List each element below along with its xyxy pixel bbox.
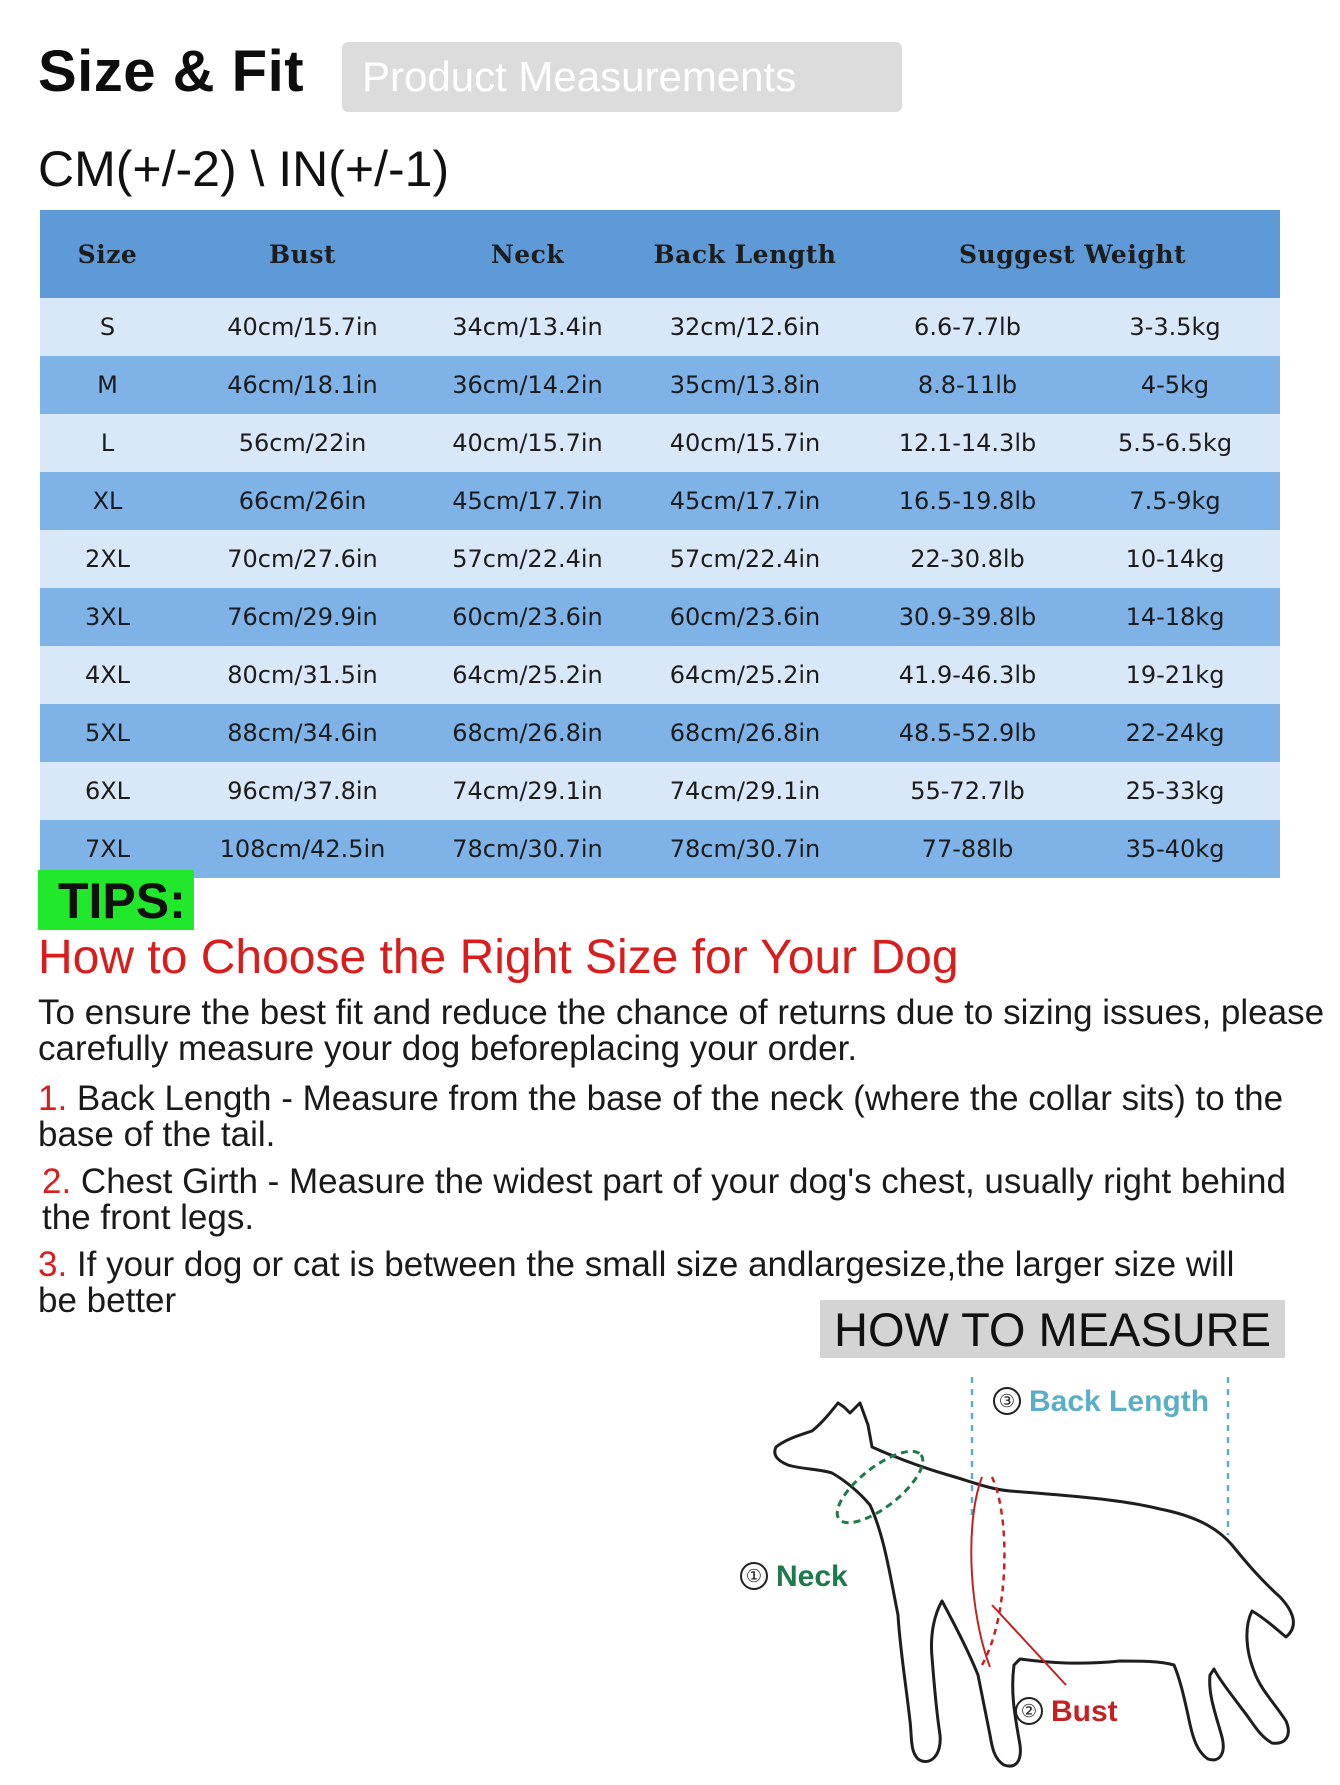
table-row (40, 414, 1280, 472)
back-length-label (993, 1385, 1209, 1419)
table-cell: 35cm/13.8in (625, 356, 865, 414)
table-cell: 22-30.8lb (865, 530, 1070, 588)
table-cell: 77-88lb (865, 820, 1070, 878)
column-header-size: Size (40, 210, 175, 298)
table-cell: S (40, 298, 175, 356)
neck-label (740, 1560, 848, 1594)
table-cell: 45cm/17.7in (430, 472, 625, 530)
how-to-measure-title: HOW TO MEASURE (820, 1300, 1285, 1358)
tip-text: Chest Girth - Measure the widest part of your dog's chest, usually right behind the front legs. (42, 1162, 1286, 1237)
units-note: CM(+/-2) \ IN(+/-1) (38, 141, 450, 197)
table-row (40, 762, 1280, 820)
table-cell: 34cm/13.4in (430, 298, 625, 356)
table-cell: 88cm/34.6in (175, 704, 430, 762)
table-header-row (40, 210, 1280, 298)
table-cell: 19-21kg (1070, 646, 1280, 704)
table-cell: 6.6-7.7lb (865, 298, 1070, 356)
table-cell: 4-5kg (1070, 356, 1280, 414)
table-cell: 57cm/22.4in (625, 530, 865, 588)
table-cell: 16.5-19.8lb (865, 472, 1070, 530)
tip-number: 3. (38, 1245, 68, 1284)
tips-badge: TIPS: (38, 870, 194, 930)
table-row (40, 704, 1280, 762)
table-cell: 25-33kg (1070, 762, 1280, 820)
table-cell: 14-18kg (1070, 588, 1280, 646)
tip-text: If your dog or cat is between the small size andlargesize,the larger size will be better (38, 1245, 1235, 1320)
table-row (40, 530, 1280, 588)
table-cell: 5.5-6.5kg (1070, 414, 1280, 472)
table-cell: M (40, 356, 175, 414)
table-cell: 74cm/29.1in (430, 762, 625, 820)
table-cell: 40cm/15.7in (175, 298, 430, 356)
table-cell: 32cm/12.6in (625, 298, 865, 356)
table-row (40, 472, 1280, 530)
table-cell: 80cm/31.5in (175, 646, 430, 704)
table-row (40, 646, 1280, 704)
table-cell: 35-40kg (1070, 820, 1280, 878)
table-cell: 40cm/15.7in (625, 414, 865, 472)
table-cell: 41.9-46.3lb (865, 646, 1070, 704)
table-cell: 68cm/26.8in (625, 704, 865, 762)
column-header-bust: Bust (175, 210, 430, 298)
tips-heading: How to Choose the Right Size for Your Dog (38, 931, 959, 984)
table-cell: 7XL (40, 820, 175, 878)
table-row (40, 356, 1280, 414)
table-cell: 60cm/23.6in (625, 588, 865, 646)
table-cell: XL (40, 472, 175, 530)
product-measurements-badge: Product Measurements (342, 42, 902, 112)
bust-measure-loop (982, 1477, 1004, 1665)
table-cell: 76cm/29.9in (175, 588, 430, 646)
table-cell: 10-14kg (1070, 530, 1280, 588)
table-cell: 3-3.5kg (1070, 298, 1280, 356)
bust-measure-back (971, 1477, 990, 1667)
size-table (40, 210, 1280, 878)
tip-number: 2. (42, 1162, 72, 1201)
table-cell: 36cm/14.2in (430, 356, 625, 414)
table-cell: 3XL (40, 588, 175, 646)
table-cell: 48.5-52.9lb (865, 704, 1070, 762)
bust-label (1015, 1695, 1118, 1729)
table-cell: 78cm/30.7in (625, 820, 865, 878)
table-cell: 64cm/25.2in (625, 646, 865, 704)
table-cell: 66cm/26in (175, 472, 430, 530)
table-cell: 30.9-39.8lb (865, 588, 1070, 646)
page-title: Size & Fit (38, 39, 305, 104)
table-cell: 56cm/22in (175, 414, 430, 472)
tip-item-2 (42, 1164, 1332, 1236)
table-cell: 68cm/26.8in (430, 704, 625, 762)
table-cell: 40cm/15.7in (430, 414, 625, 472)
table-cell: 7.5-9kg (1070, 472, 1280, 530)
tips-intro: To ensure the best fit and reduce the chance of returns due to sizing issues, please carefully measure your dog beforeplacing your order. (38, 993, 1325, 1068)
table-row (40, 588, 1280, 646)
table-cell: 6XL (40, 762, 175, 820)
table-cell: 12.1-14.3lb (865, 414, 1070, 472)
table-cell: 74cm/29.1in (625, 762, 865, 820)
table-cell: 57cm/22.4in (430, 530, 625, 588)
table-cell: 96cm/37.8in (175, 762, 430, 820)
tip-item-1 (38, 1081, 1328, 1153)
tip-number: 1. (38, 1079, 68, 1118)
table-body (40, 298, 1280, 878)
marker-2-icon: ② (1015, 1697, 1043, 1725)
table-cell: 70cm/27.6in (175, 530, 430, 588)
table-cell: L (40, 414, 175, 472)
table-cell: 8.8-11lb (865, 356, 1070, 414)
marker-1-icon: ① (740, 1562, 768, 1590)
table-cell: 46cm/18.1in (175, 356, 430, 414)
table-cell: 2XL (40, 530, 175, 588)
table-cell: 78cm/30.7in (430, 820, 625, 878)
column-header-back-length: Back Length (625, 210, 865, 298)
table-cell: 5XL (40, 704, 175, 762)
bust-text: Bust (1051, 1695, 1118, 1728)
table-cell: 108cm/42.5in (175, 820, 430, 878)
neck-text: Neck (776, 1560, 848, 1593)
marker-3-icon: ③ (993, 1387, 1021, 1415)
table-cell: 4XL (40, 646, 175, 704)
column-header-neck: Neck (430, 210, 625, 298)
table-cell: 45cm/17.7in (625, 472, 865, 530)
tip-text: Back Length - Measure from the base of the neck (where the collar sits) to the base of the tail. (38, 1079, 1284, 1154)
table-cell: 22-24kg (1070, 704, 1280, 762)
neck-measure-loop (827, 1439, 934, 1535)
back-length-text: Back Length (1029, 1385, 1210, 1418)
table-cell: 60cm/23.6in (430, 588, 625, 646)
table-cell: 55-72.7lb (865, 762, 1070, 820)
bust-pointer-line (992, 1605, 1066, 1685)
table-row (40, 298, 1280, 356)
table-cell: 64cm/25.2in (430, 646, 625, 704)
table-row (40, 820, 1280, 878)
column-header-suggest-weight: Suggest Weight (865, 210, 1280, 298)
